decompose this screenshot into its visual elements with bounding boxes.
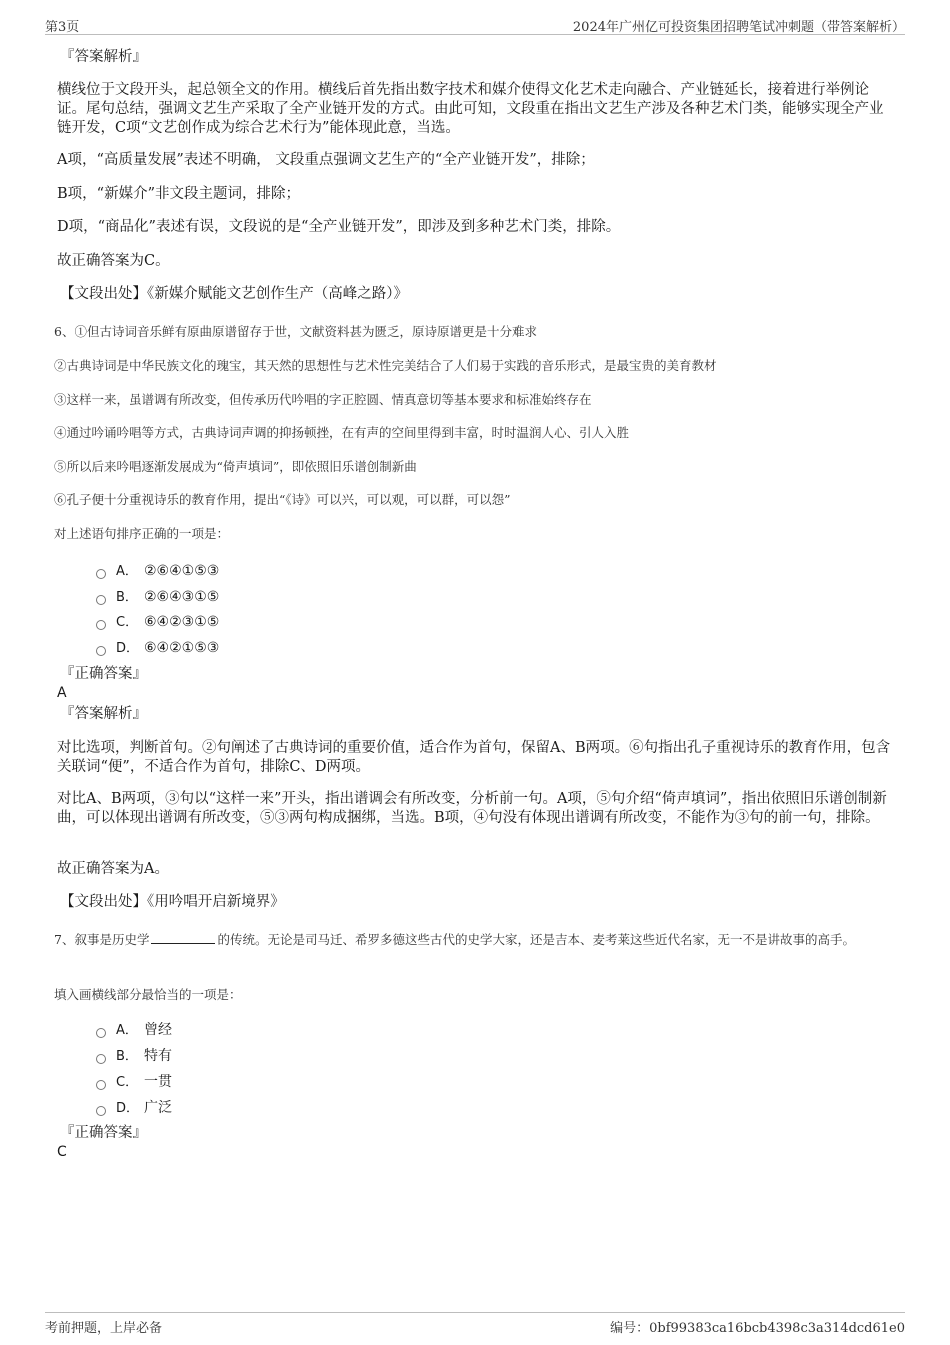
q7-answer: C — [57, 1144, 67, 1160]
q5-analysis-para2: A项，“高质量发展”表述不明确， 文段重点强调文艺生产的“全产业链开发”，排除； — [57, 152, 595, 168]
q6-option-a[interactable]: A． ②⑥④①⑤③ — [96, 560, 219, 580]
q6-sentence-5: ⑤所以后来吟唱逐渐发展成为“倚声填词”，即依照旧乐谱创制新曲 — [54, 459, 417, 474]
q5-analysis-label: 『答案解析』 — [60, 49, 147, 65]
page-number: 第3页 — [45, 20, 80, 35]
q6-conclusion: 故正确答案为A。 — [57, 861, 169, 877]
radio-icon[interactable] — [96, 620, 106, 630]
fill-blank — [151, 931, 215, 944]
q7-prompt: 填入画横线部分最恰当的一项是： — [54, 987, 242, 1002]
page-header — [45, 16, 905, 35]
q6-sentence-3: ③这样一来，虽谱调有所改变，但传承历代吟唱的字正腔圆、情真意切等基本要求和标准始终存在 — [54, 392, 592, 407]
q6-option-b[interactable]: B． ②⑥④③①⑤ — [96, 586, 219, 606]
q6-analysis-para2: 对比A、B两项，③句以“这样一来”开头，指出谱调会有所改变，分析前一句。A项，⑤句介绍“倚声填词”，指出依照旧乐谱创制新曲，可以体现出谱调有所改变，⑤③两句构成捆绑，当选。B项，④句没有体现出谱调有所改变，不能作为③句的前一句，排除。 — [57, 791, 887, 826]
q6-answer-label: 『正确答案』 — [60, 666, 147, 682]
q6-analysis-para1: 对比选项，判断首句。②句阐述了古典诗词的重要价值，适合作为首句，保留A、B两项。⑥句指出孔子重视诗乐的教育作用，包含关联词“便”，不适合作为首句，排除C、D两项。 — [57, 740, 891, 775]
q6-sentence-4: ④通过吟诵吟唱等方式，古典诗词声调的抑扬顿挫，在有声的空间里得到丰富，时时温润人心、引人入胜 — [54, 425, 630, 440]
radio-icon[interactable] — [96, 1054, 106, 1064]
q6-analysis-label: 『答案解析』 — [60, 706, 147, 722]
q7-option-b[interactable]: B． 特有 — [96, 1045, 172, 1065]
footer-slogan: 考前押题，上岸必备 — [45, 1321, 163, 1336]
q5-source: 【文段出处】《新媒介赋能文艺创作生产（高峰之路）》 — [60, 286, 408, 302]
footer-serial: 编号：0bf99383ca16bcb4398c3a314dcd61e0 — [610, 1321, 905, 1336]
page-footer — [45, 1312, 905, 1337]
q7-stem: 7、叙事是历史学 的传统。无论是司马迁、希罗多德这些古代的史学大家，还是吉本、麦考莱这些近代名家，无一不是讲故事的高手。 — [54, 932, 855, 947]
q6-option-d[interactable]: D． ⑥④②①⑤③ — [96, 637, 219, 657]
q7-option-c[interactable]: C． 一贯 — [96, 1071, 172, 1091]
radio-icon[interactable] — [96, 1028, 106, 1038]
q5-analysis-para1: 横线位于文段开头，起总领全文的作用。横线后首先指出数字技术和媒介使得文化艺术走向融合、产业链延长，接着进行举例论证。尾句总结，强调文艺生产采取了全产业链开发的方式。由此可知，文段重在指出文艺生产涉及各种艺术门类，能够实现全产业链开发，C项“文艺创作成为综合艺术行为”能体现此意，当选。 — [57, 82, 884, 136]
q7-option-d[interactable]: D． 广泛 — [96, 1097, 172, 1117]
q5-analysis-para3: B项，“新媒介”非文段主题词，排除； — [57, 186, 300, 202]
q6-answer: A — [57, 685, 67, 701]
q5-conclusion: 故正确答案为C。 — [57, 253, 170, 269]
q6-prompt: 对上述语句排序正确的一项是： — [54, 526, 230, 541]
q6-option-c[interactable]: C． ⑥④②③①⑤ — [96, 611, 219, 631]
radio-icon[interactable] — [96, 595, 106, 605]
q6-source: 【文段出处】《用吟唱开启新境界》 — [60, 894, 285, 910]
q6-sentence-6: ⑥孔子便十分重视诗乐的教育作用，提出“《诗》可以兴，可以观，可以群，可以怨” — [54, 492, 511, 507]
radio-icon[interactable] — [96, 646, 106, 656]
radio-icon[interactable] — [96, 569, 106, 579]
q7-option-a[interactable]: A． 曾经 — [96, 1019, 172, 1039]
q5-analysis-para4: D项，“商品化”表述有误，文段说的是“全产业链开发”，即涉及到多种艺术门类，排除。 — [57, 219, 621, 235]
document-title: 2024年广州亿可投资集团招聘笔试冲刺题（带答案解析） — [572, 20, 905, 35]
q6-sentence-2: ②古典诗词是中华民族文化的瑰宝，其天然的思想性与艺术性完美结合了人们易于实践的音乐形式，是最宝贵的美育教材 — [54, 358, 717, 373]
radio-icon[interactable] — [96, 1106, 106, 1116]
q7-answer-label: 『正确答案』 — [60, 1125, 147, 1141]
q6-sentence-1: 6、①但古诗词音乐鲜有原曲原谱留存于世，文献资料甚为匮乏，原诗原谱更是十分难求 — [54, 324, 537, 339]
radio-icon[interactable] — [96, 1080, 106, 1090]
